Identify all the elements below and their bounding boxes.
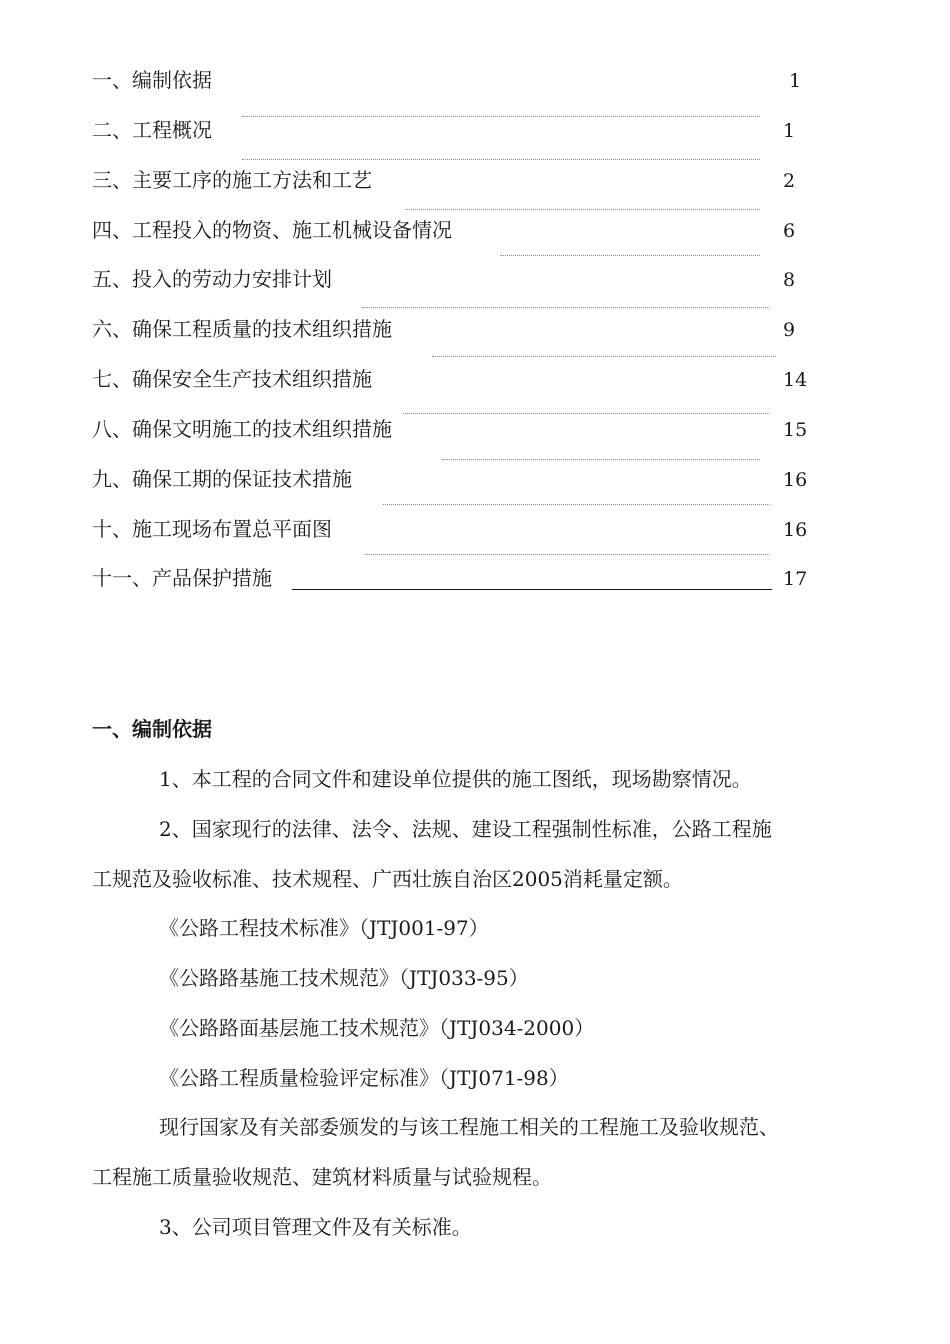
standard-reference: 《公路工程质量检验评定标准》（JTJ071-98） (159, 1066, 569, 1090)
toc-entry-title[interactable]: 九、确保工期的保证技术措施 (92, 467, 352, 491)
toc-entry-page: 2 (783, 170, 796, 192)
toc-leader-dots (432, 356, 776, 357)
toc-leader-line (292, 589, 772, 590)
standard-reference: 《公路工程技术标准》（JTJ001-97） (159, 916, 489, 940)
toc-entry-title[interactable]: 三、主要工序的施工方法和工艺 (92, 168, 372, 192)
toc-entry-page: 9 (783, 319, 796, 341)
section-heading: 一、编制依据 (92, 717, 212, 741)
toc-entry-title[interactable]: 一、编制依据 (92, 68, 212, 92)
toc-entry-title[interactable]: 六、确保工程质量的技术组织措施 (92, 317, 392, 341)
toc-entry-page: 16 (783, 469, 808, 491)
paragraph-continuation: 工规范及验收标准、技术规程、广西壮族自治区2005消耗量定额。 (92, 867, 683, 891)
toc-leader-dots (383, 504, 770, 505)
toc-entry-title[interactable]: 四、工程投入的物资、施工机械设备情况 (92, 218, 452, 242)
toc-entry-title[interactable]: 十一、产品保护措施 (92, 566, 272, 590)
toc-entry-page: 1 (783, 120, 796, 142)
toc-leader-dots (442, 459, 760, 460)
toc-leader-dots (242, 159, 760, 160)
toc-entry-title[interactable]: 十、施工现场布置总平面图 (92, 517, 332, 541)
toc-entry-title[interactable]: 八、确保文明施工的技术组织措施 (92, 417, 392, 441)
paragraph: 2、国家现行的法律、法令、法规、建设工程强制性标准，公路工程施 (159, 817, 772, 841)
toc-entry-page: 16 (783, 519, 808, 541)
paragraph: 3、公司项目管理文件及有关标准。 (159, 1215, 472, 1239)
paragraph-continuation: 工程施工质量验收规范、建筑材料质量与试验规程。 (92, 1165, 552, 1189)
paragraph: 1、本工程的合同文件和建设单位提供的施工图纸，现场勘察情况。 (159, 767, 752, 791)
toc-leader-dots (242, 116, 760, 117)
standard-reference: 《公路路面基层施工技术规范》（JTJ034-2000） (159, 1016, 595, 1040)
toc-leader-dots (403, 413, 770, 414)
toc-leader-dots (500, 255, 760, 256)
standard-reference: 《公路路基施工技术规范》（JTJ033-95） (159, 966, 529, 990)
toc-entry-title[interactable]: 二、工程概况 (92, 118, 212, 142)
toc-entry-page: 14 (783, 369, 808, 391)
toc-entry-page: 1 (789, 70, 802, 92)
toc-leader-dots (362, 307, 770, 308)
toc-entry-page: 17 (783, 568, 808, 590)
paragraph: 现行国家及有关部委颁发的与该工程施工相关的工程施工及验收规范、 (159, 1115, 779, 1139)
toc-entry-title[interactable]: 五、投入的劳动力安排计划 (92, 267, 332, 291)
toc-entry-page: 6 (783, 220, 796, 242)
toc-leader-dots (405, 209, 760, 210)
toc-entry-page: 8 (783, 269, 796, 291)
toc-entry-page: 15 (783, 419, 808, 441)
toc-entry-title[interactable]: 七、确保安全生产技术组织措施 (92, 367, 372, 391)
toc-leader-dots (365, 554, 770, 555)
